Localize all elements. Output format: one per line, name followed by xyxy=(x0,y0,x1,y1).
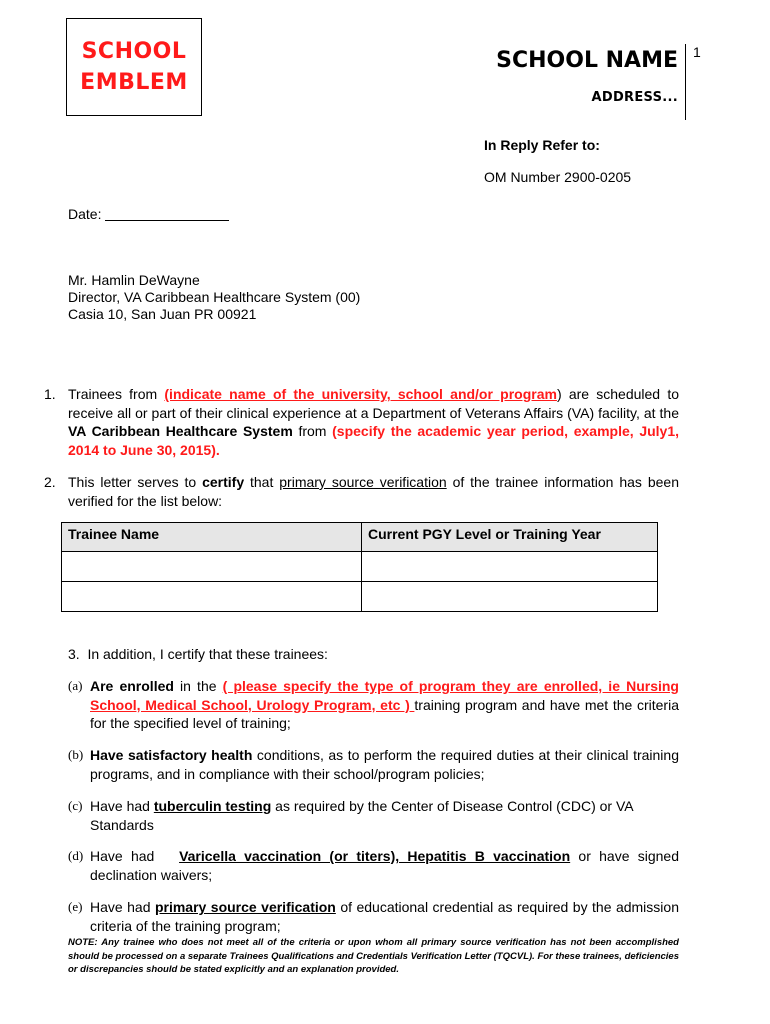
paragraph-2 xyxy=(44,473,679,510)
addressee-name: Mr. Hamlin DeWayne xyxy=(68,272,200,288)
emblem-line-1: SCHOOL xyxy=(81,39,187,64)
item-e-text-2: of educational credential as required by the admission criteria of the training program; xyxy=(90,899,679,934)
emblem-line-2: EMBLEM xyxy=(80,70,188,95)
item-e xyxy=(68,898,679,935)
addressee-title: Director, VA Caribbean Healthcare System (00) xyxy=(68,289,361,305)
item-c xyxy=(68,797,679,834)
p1-text-1: Trainees from xyxy=(68,386,165,402)
p2-text-2: that xyxy=(244,474,280,490)
p2-text-1: This letter serves to xyxy=(68,474,203,490)
item-d-letter: (d) xyxy=(68,848,84,863)
item-e-text-1: Have had xyxy=(90,899,155,915)
p1-text-3: from xyxy=(292,423,333,439)
item-b-bold: Have satisfactory health xyxy=(90,747,253,763)
item-e-letter: (e) xyxy=(68,899,83,914)
trainee-name-cell[interactable] xyxy=(62,552,362,582)
item-a-bold: Are enrolled xyxy=(90,678,174,694)
p2-certify: certify xyxy=(202,474,245,490)
item-c-tuberculin: tuberculin testing xyxy=(153,798,272,814)
table-row xyxy=(62,552,658,582)
p1-placeholder-period[interactable]: (specify the academic year period, example, July1, 2014 to June 30, 2015). xyxy=(68,423,680,458)
item-d-text-2: or have signed declination waivers; xyxy=(90,848,679,883)
p1-placeholder-university[interactable]: (indicate name of the university, school and/or program xyxy=(164,386,557,402)
reply-refer-label: In Reply Refer to: xyxy=(484,137,600,153)
school-emblem-placeholder xyxy=(66,18,202,116)
item-a-text-1: in the xyxy=(173,678,223,694)
item-b xyxy=(68,746,679,783)
note-text: NOTE: Any trainee who does not meet all of the criteria or upon whom all primary source verification has not been accomplished should be processed on a separate Trainees Qualifications and Credentials Verification Letter (TQCVL). For these trainees, deficiencies or discrepancies should be stated explicitly and an explanation provided. xyxy=(68,937,679,975)
item-d-vaccinations: Varicella vaccination (or titers), Hepatitis B vaccination xyxy=(179,848,571,864)
header-pgy-level: Current PGY Level or Training Year xyxy=(362,523,658,552)
item-d xyxy=(68,847,679,884)
item-c-text-2: as required by the Center of Disease Control (CDC) or VA Standards xyxy=(90,798,633,833)
item-a xyxy=(68,677,679,733)
p1-text-2: ) are scheduled to receive all or part of their clinical experience at a Department of Veterans Affairs (VA) facility, at the xyxy=(68,386,679,421)
addressee-block xyxy=(68,272,360,323)
trainee-table xyxy=(61,522,658,612)
item-a-text-2: training program and have met the criteria for the specified level of training; xyxy=(90,696,679,731)
item-c-letter: (c) xyxy=(68,798,83,813)
paragraph-2-number: 2. xyxy=(44,474,56,490)
p2-text-3: of the trainee information has been verified for the list below: xyxy=(68,474,679,509)
item-a-letter: (a) xyxy=(68,678,83,693)
pgy-level-cell[interactable] xyxy=(362,552,658,582)
page-number: 1 xyxy=(693,44,701,60)
paragraph-1 xyxy=(44,385,680,459)
trainee-name-cell[interactable] xyxy=(62,582,362,612)
paragraph-1-number: 1. xyxy=(44,386,56,402)
header-trainee-name: Trainee Name xyxy=(62,523,362,552)
pgy-level-cell[interactable] xyxy=(362,582,658,612)
item-d-text-1: Have had xyxy=(90,848,180,864)
p2-verification: primary source verification xyxy=(279,474,447,490)
trainee-table-header xyxy=(62,523,658,552)
om-number: OM Number 2900-0205 xyxy=(484,169,632,185)
addressee-address: Casia 10, San Juan PR 00921 xyxy=(68,306,257,322)
item-c-text-1: Have had xyxy=(90,798,154,814)
school-name: SCHOOL NAME xyxy=(496,48,678,73)
item-a-placeholder-program[interactable]: ( please specify the type of program they are enrolled, ie Nursing School, Medical School, Urology Program, etc ) xyxy=(90,678,679,713)
table-row xyxy=(62,582,658,612)
date-row xyxy=(68,206,229,222)
date-blank-line[interactable] xyxy=(105,206,229,221)
item-b-text-1: conditions, as to perform the required duties at their clinical training programs, and in compliance with their school/program policies; xyxy=(90,747,679,782)
item-b-letter: (b) xyxy=(68,747,84,762)
date-label: Date: xyxy=(68,206,102,222)
school-address: ADDRESS... xyxy=(591,90,678,105)
item-e-verification: primary source verification xyxy=(154,899,336,915)
paragraph-3: 3. In addition, I certify that these trainees: xyxy=(68,646,328,662)
header-divider xyxy=(685,44,686,120)
p1-facility-name: VA Caribbean Healthcare System xyxy=(68,423,293,439)
